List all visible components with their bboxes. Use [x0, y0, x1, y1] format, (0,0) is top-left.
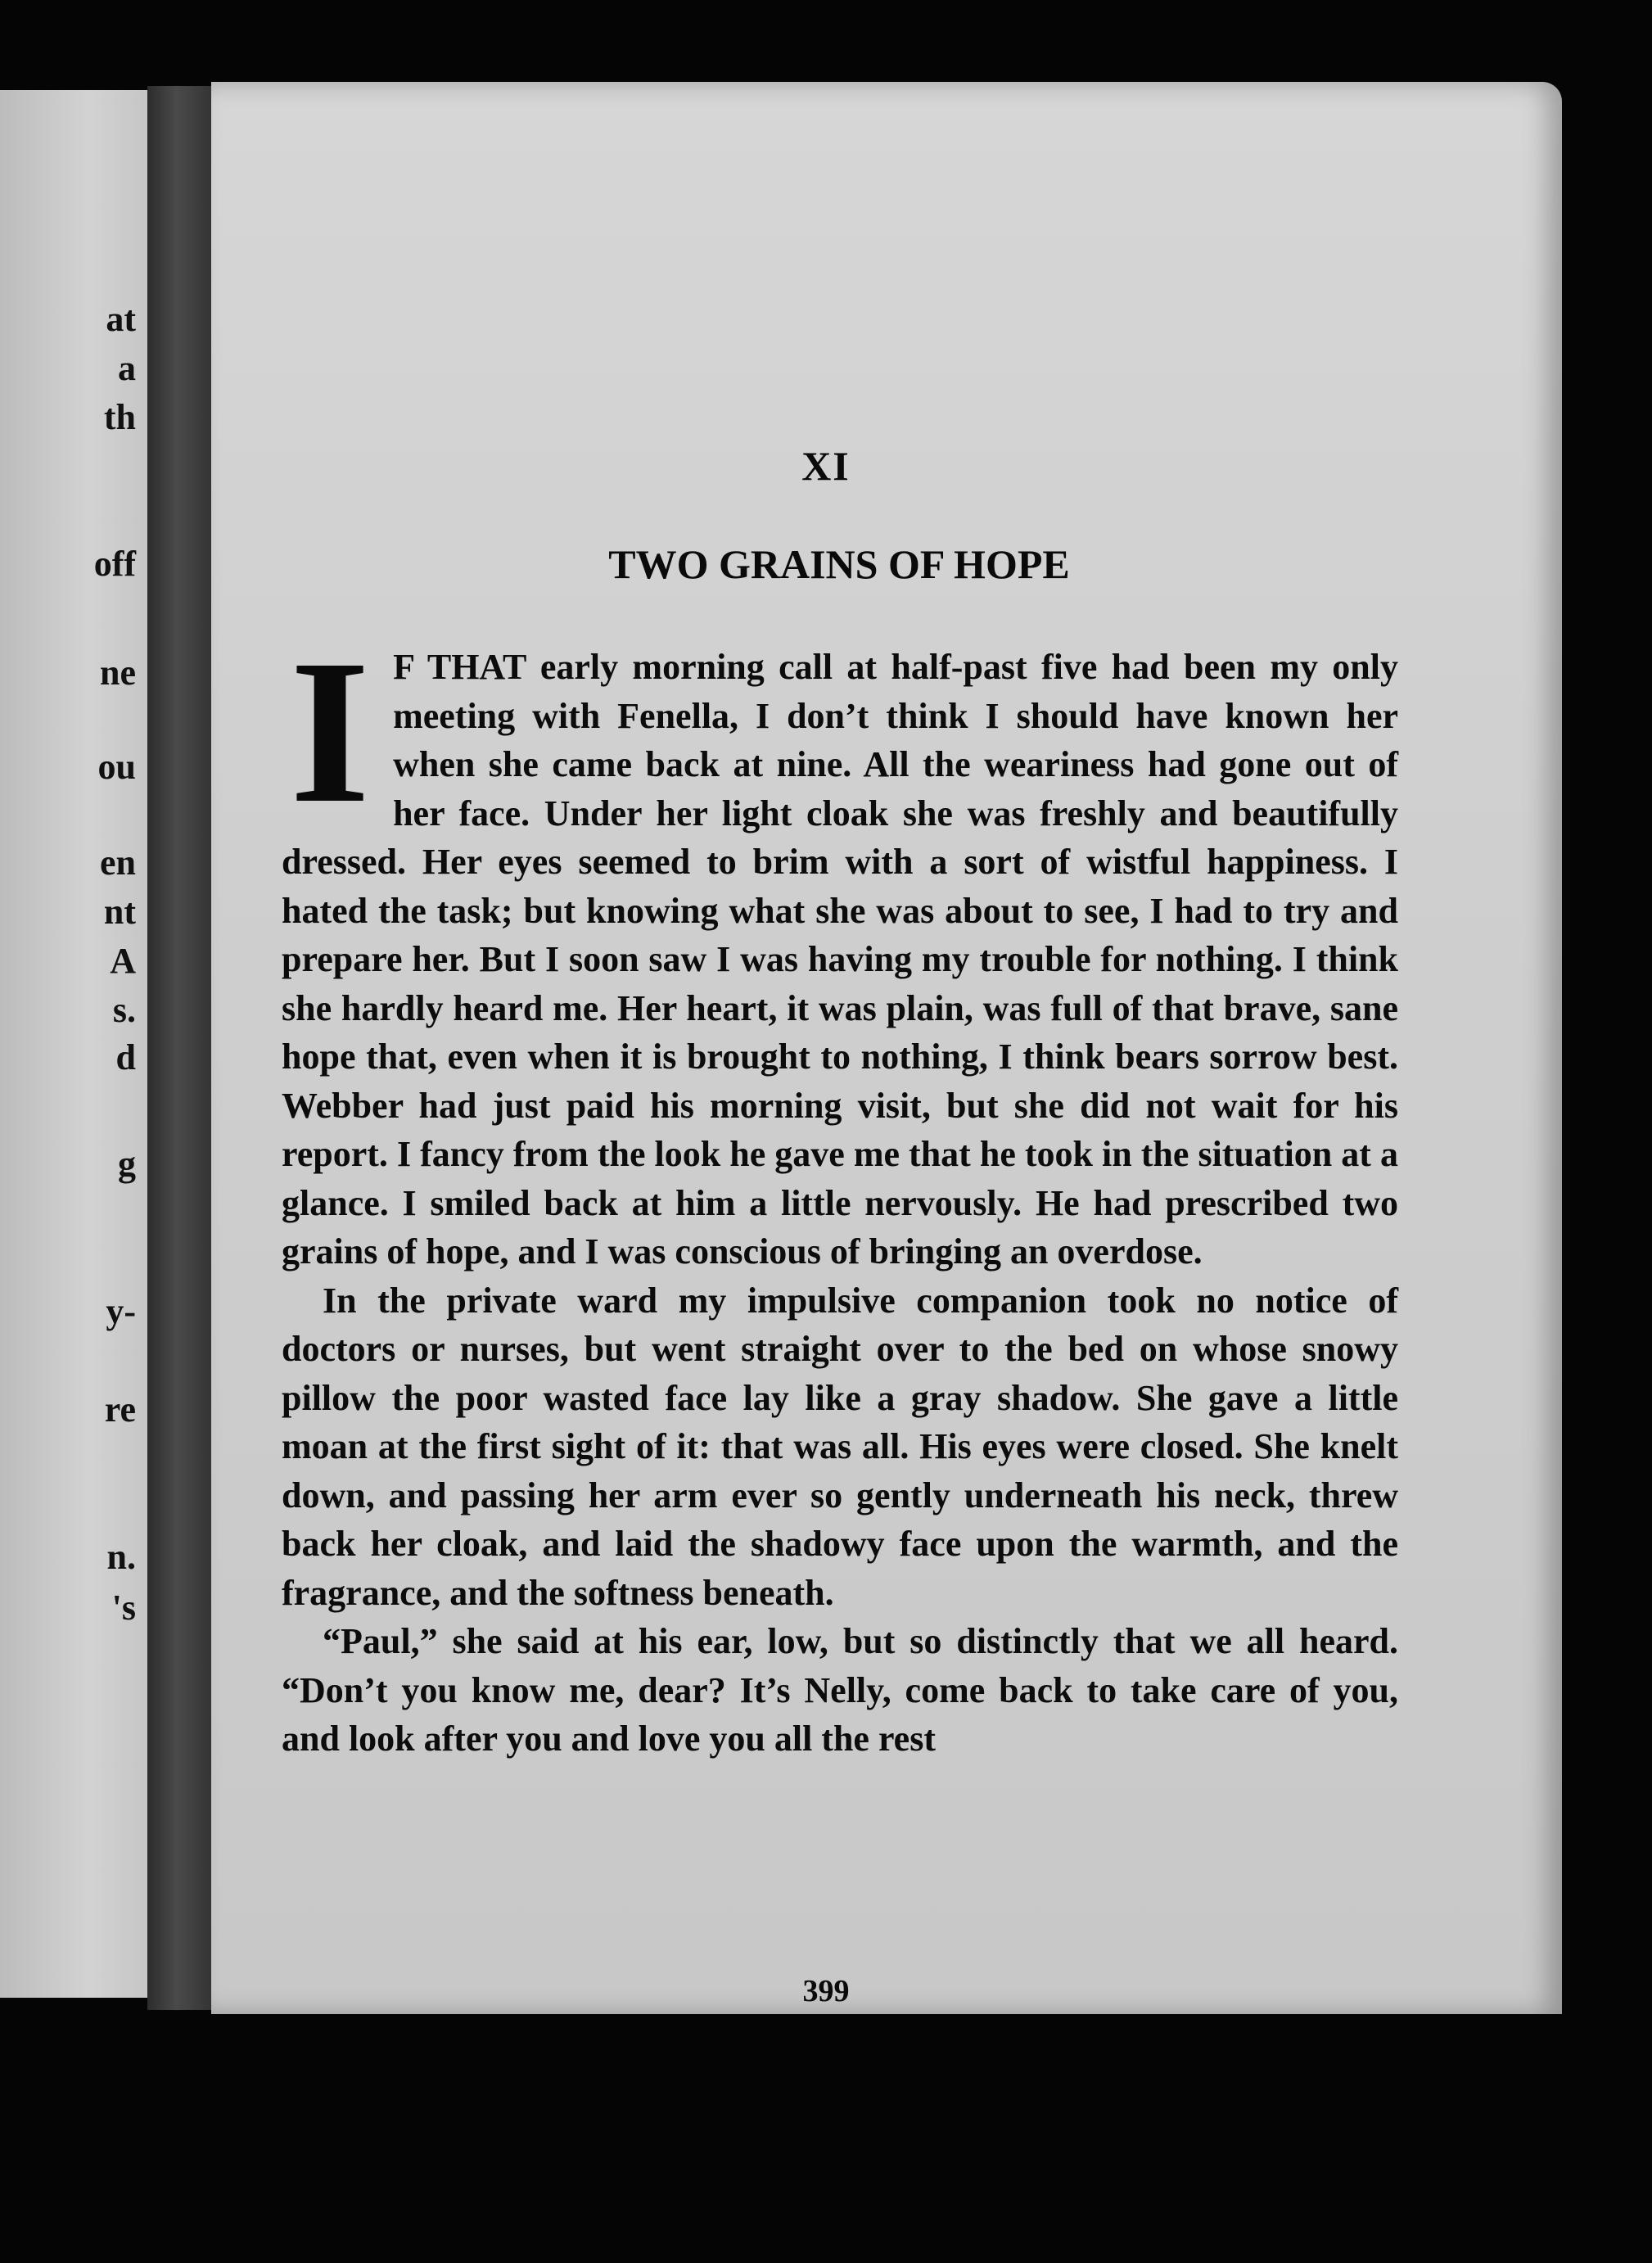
paragraph-text: In the private ward my impulsive companion took no notice of doctors or nurses, but went straight over to the bed on whose snowy pillow the poor wasted face lay like a gray shadow. She gave a little moan at the first sight of it: that was all. His eyes were closed. She knelt down, and passing her arm ever so gently underneath his neck, threw back her cloak, and laid the shadowy face upon the warmth, and the fragrance, and the softness beneath.	[282, 1280, 1398, 1613]
facing-page-fragment: off	[93, 544, 136, 584]
book-spine	[147, 86, 213, 2010]
paragraph-text: “Paul,” she said at his ear, low, but so distinctly that we all heard. “Don’t you know me, dear? It’s Nelly, come back to take care of you, and look after you and love you all the rest	[282, 1621, 1398, 1759]
chapter-title: TWO GRAINS OF HOPE	[608, 541, 1070, 587]
page-number: 399	[802, 1974, 850, 2008]
facing-page-fragment: 's	[111, 1588, 136, 1628]
facing-page-fragment: a	[118, 348, 136, 388]
facing-page-fragment: ne	[100, 653, 136, 693]
chapter-body	[282, 617, 1398, 1764]
facing-page-fragment: g	[118, 1144, 136, 1184]
drop-cap: I	[290, 617, 371, 846]
facing-page-fragment: y-	[106, 1291, 136, 1331]
facing-page-fragment: n.	[106, 1537, 136, 1577]
paragraph	[282, 617, 1398, 1276]
facing-page-fragment: en	[100, 842, 136, 883]
facing-page-fragment: ou	[97, 747, 136, 787]
facing-page-fragment: nt	[103, 892, 136, 932]
facing-page-fragment: s.	[112, 990, 136, 1030]
paragraph	[282, 1617, 1398, 1764]
chapter-number: XI	[801, 443, 851, 489]
facing-page-fragment: re	[104, 1389, 136, 1430]
facing-page-fragment: A	[110, 941, 136, 981]
facing-page-fragment: at	[106, 299, 136, 339]
paragraph	[282, 1276, 1398, 1618]
paragraph-text: F THAT early morning call at half-past five had been my only meeting with Fenella, I don’t think I should have known her when she came back at nine. All the weariness had gone out of her face. Under her light cloak she was freshly and beautifully dressed. Her eyes seemed to brim with a sort of wistful happiness. I hated the task; but knowing what she was about to see, I had to try and prepare her. But I soon saw I was having my trouble for nothing. I think she hardly heard me. Her heart, it was plain, was full of that brave, sane hope that, even when it is brought to nothing, I think bears sorrow best. Webber had just paid his morning visit, but she did not wait for his report. I fancy from the look he gave me that he took in the situation at a glance. I smiled back at him a little nervously. He had prescribed two grains of hope, and I was conscious of bringing an overdose.	[282, 647, 1398, 1272]
facing-page-fragment: th	[103, 397, 136, 437]
facing-page-fragment: d	[115, 1037, 136, 1077]
facing-page-edge	[0, 90, 152, 1998]
